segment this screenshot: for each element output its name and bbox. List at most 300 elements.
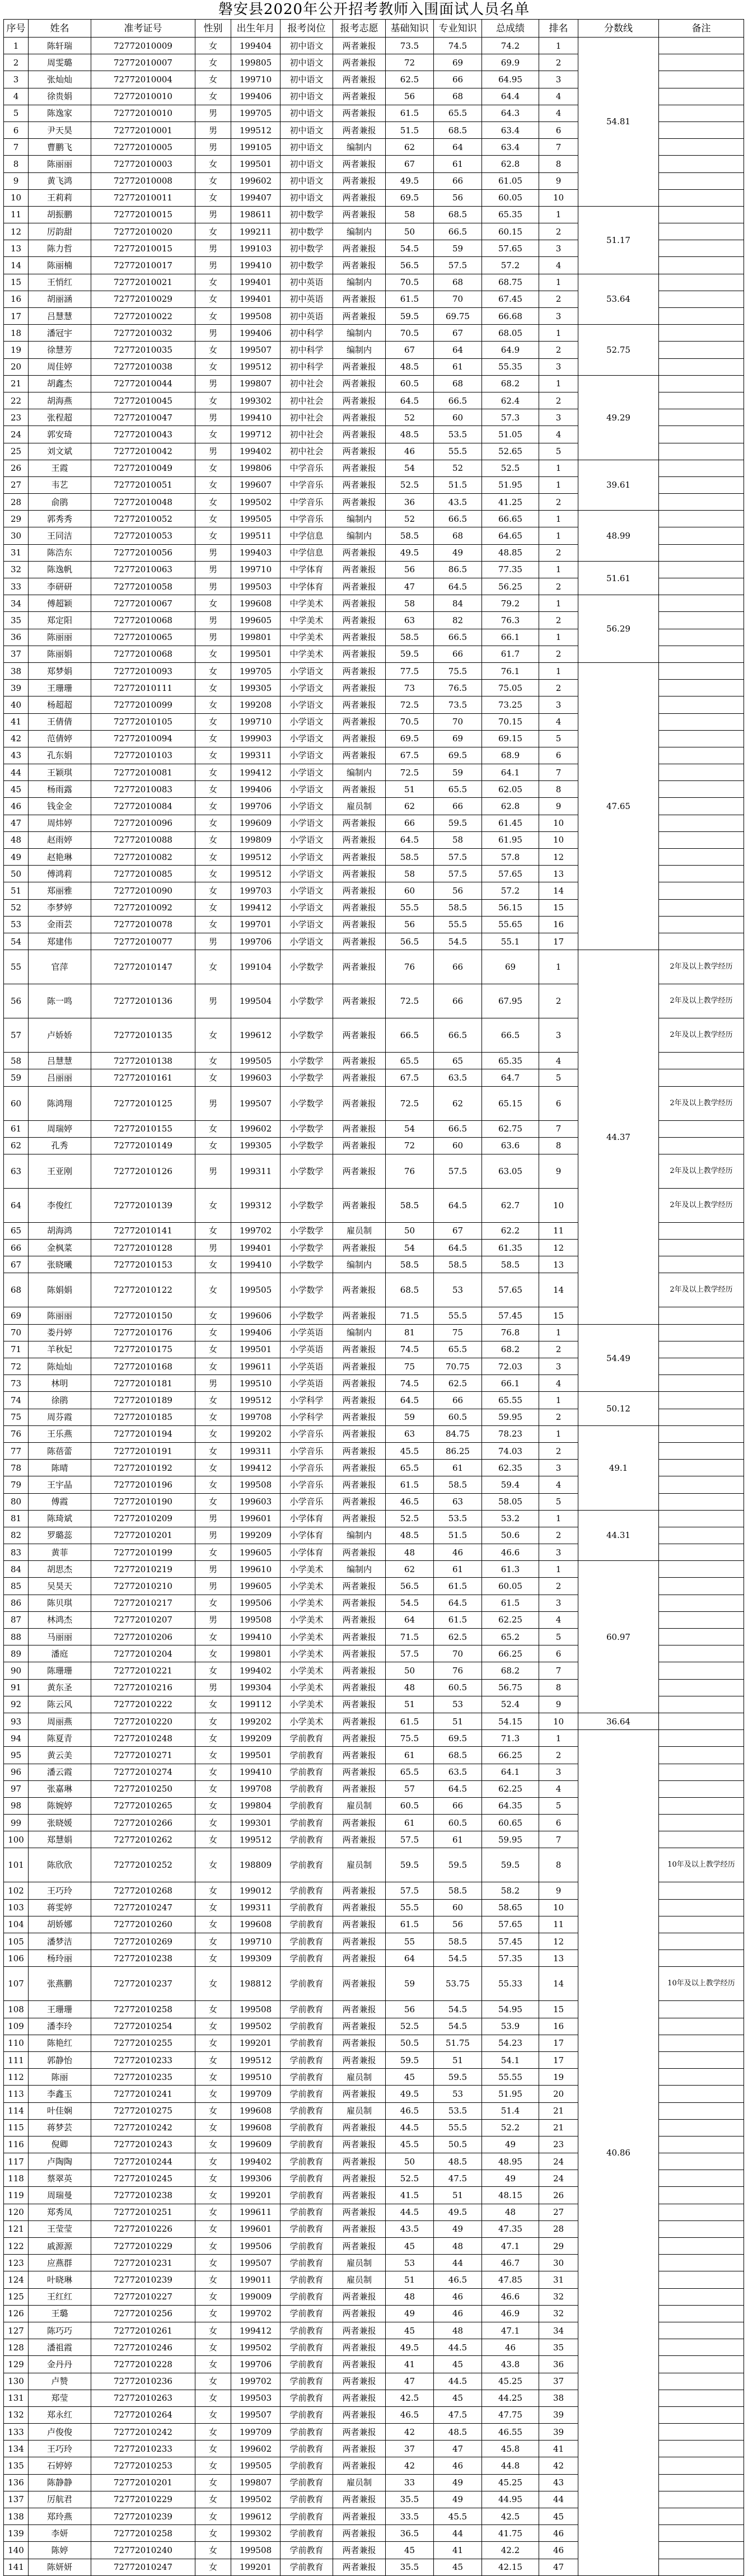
- table-cell: 61.5: [386, 1713, 434, 1729]
- table-cell: 学前教育: [280, 2136, 333, 2153]
- table-cell: 72772010258: [91, 2001, 195, 2018]
- table-cell: 7: [539, 764, 578, 781]
- table-cell: 56.25: [482, 578, 539, 595]
- table-cell: 小学语文: [280, 696, 333, 713]
- table-cell: 两者兼报: [333, 1747, 386, 1764]
- table-cell: 72772010227: [91, 2288, 195, 2305]
- table-cell: 199507: [231, 1086, 280, 1120]
- table-cell: 72772010228: [91, 2356, 195, 2373]
- table-cell: 29: [539, 2238, 578, 2255]
- note-cell: [659, 815, 744, 831]
- table-cell: 41: [4, 713, 29, 730]
- table-cell: 两者兼报: [333, 494, 386, 511]
- table-cell: 学前教育: [280, 2018, 333, 2035]
- table-cell: 吕丽丽: [29, 1069, 91, 1086]
- table-cell: 199601: [231, 2220, 280, 2237]
- note-cell: 10年及以上教学经历: [659, 1848, 744, 1882]
- table-cell: 6: [539, 1086, 578, 1120]
- table-cell: 初中语文: [280, 88, 333, 105]
- table-cell: 199502: [231, 2491, 280, 2508]
- table-cell: 两者兼报: [333, 392, 386, 409]
- table-cell: 72: [386, 54, 434, 71]
- table-cell: 62.25: [482, 1780, 539, 1797]
- table-body: [4, 38, 744, 2576]
- table-cell: 43.5: [434, 494, 482, 511]
- table-cell: 61.5: [386, 1476, 434, 1493]
- table-cell: 1: [539, 511, 578, 527]
- table-cell: 64.35: [482, 1797, 539, 1814]
- table-cell: 58.5: [482, 1256, 539, 1273]
- table-cell: 138: [4, 2508, 29, 2525]
- table-cell: 3: [539, 308, 578, 325]
- table-cell: 199209: [231, 1527, 280, 1544]
- table-cell: 90: [4, 1662, 29, 1679]
- table-cell: 两者兼报: [333, 1696, 386, 1713]
- table-cell: 71.3: [482, 1730, 539, 1747]
- table-cell: 59.5: [386, 2051, 434, 2068]
- table-cell: 两者兼报: [333, 646, 386, 662]
- table-row: [4, 1324, 744, 1341]
- table-cell: 55.5: [434, 2119, 482, 2136]
- table-cell: 蒋雯婷: [29, 1899, 91, 1916]
- table-cell: 66: [434, 646, 482, 662]
- table-cell: 66.1: [482, 1375, 539, 1392]
- table-row: [4, 375, 744, 392]
- table-cell: 初中数学: [280, 240, 333, 257]
- table-cell: 两者兼报: [333, 2542, 386, 2559]
- table-cell: 66: [4, 1240, 29, 1256]
- table-cell: 陈轩瑞: [29, 38, 91, 54]
- note-cell: [659, 308, 744, 325]
- table-cell: 23: [539, 2136, 578, 2153]
- table-cell: 王亚刚: [29, 1154, 91, 1188]
- table-cell: 初中语文: [280, 156, 333, 172]
- table-cell: 199606: [231, 1307, 280, 1324]
- table-cell: 3: [539, 358, 578, 375]
- table-cell: 199508: [231, 2542, 280, 2559]
- table-cell: 女: [195, 2356, 231, 2373]
- table-cell: 69: [434, 54, 482, 71]
- table-cell: 两者兼报: [333, 1392, 386, 1409]
- table-cell: 66: [386, 815, 434, 831]
- note-cell: [659, 2069, 744, 2086]
- note-cell: [659, 849, 744, 866]
- table-cell: 9: [539, 1154, 578, 1188]
- table-cell: 58.5: [434, 1256, 482, 1273]
- table-cell: 王颖琪: [29, 764, 91, 781]
- table-cell: 133: [4, 2424, 29, 2441]
- table-cell: 116: [4, 2136, 29, 2153]
- table-cell: 小学数学: [280, 1256, 333, 1273]
- table-cell: 70.75: [434, 1358, 482, 1375]
- table-cell: 学前教育: [280, 1899, 333, 1916]
- table-cell: 女: [195, 1392, 231, 1409]
- table-cell: 199311: [231, 1154, 280, 1188]
- table-cell: 72772010161: [91, 1069, 195, 1086]
- table-cell: 21: [4, 375, 29, 392]
- table-cell: 199406: [231, 781, 280, 798]
- table-cell: 44.5: [386, 2204, 434, 2220]
- table-cell: 5: [539, 1069, 578, 1086]
- table-cell: 66.5: [434, 392, 482, 409]
- table-cell: 49.5: [386, 172, 434, 189]
- table-cell: 199505: [231, 511, 280, 527]
- table-cell: 46: [386, 443, 434, 460]
- table-cell: 6: [4, 121, 29, 138]
- table-cell: 陈鸿翔: [29, 1086, 91, 1120]
- table-cell: 女: [195, 2069, 231, 2086]
- table-cell: 46.6: [482, 2288, 539, 2305]
- table-cell: 199312: [231, 1188, 280, 1222]
- table-cell: 68.5: [386, 1273, 434, 1307]
- table-cell: 45: [4, 781, 29, 798]
- table-cell: 119: [4, 2187, 29, 2204]
- table-cell: 72772010175: [91, 1341, 195, 1358]
- table-cell: 46: [539, 2542, 578, 2559]
- table-cell: 57.65: [482, 240, 539, 257]
- table-cell: 52.5: [386, 1510, 434, 1527]
- table-cell: 61.5: [434, 1611, 482, 1628]
- table-cell: 两者兼报: [333, 2035, 386, 2051]
- table-cell: 54: [386, 460, 434, 476]
- table-cell: 学前教育: [280, 2424, 333, 2441]
- table-cell: 两者兼报: [333, 916, 386, 933]
- note-cell: [659, 2051, 744, 2068]
- table-cell: 64.9: [482, 342, 539, 358]
- table-cell: 10: [539, 815, 578, 831]
- table-cell: 72772010077: [91, 933, 195, 950]
- table-cell: 19: [4, 342, 29, 358]
- table-cell: 72772010053: [91, 527, 195, 544]
- table-cell: 娄丹婷: [29, 1324, 91, 1341]
- table-cell: 61.35: [482, 1240, 539, 1256]
- note-cell: [659, 2525, 744, 2542]
- table-cell: 59: [4, 1069, 29, 1086]
- table-cell: 72772010201: [91, 2474, 195, 2491]
- table-cell: 53.5: [434, 1510, 482, 1527]
- table-cell: 4: [539, 713, 578, 730]
- table-cell: 132: [4, 2406, 29, 2423]
- table-cell: 199702: [231, 2305, 280, 2322]
- table-cell: 两者兼报: [333, 308, 386, 325]
- note-cell: [659, 2271, 744, 2288]
- table-cell: 女: [195, 476, 231, 493]
- table-cell: 编制内: [333, 1561, 386, 1578]
- table-cell: 92: [4, 1696, 29, 1713]
- table-cell: 131: [4, 2390, 29, 2406]
- note-cell: [659, 2356, 744, 2373]
- table-cell: 59.5: [434, 815, 482, 831]
- table-cell: 王璐: [29, 2305, 91, 2322]
- table-cell: 两者兼报: [333, 1493, 386, 1510]
- table-cell: 50.5: [434, 2136, 482, 2153]
- table-cell: 103: [4, 1899, 29, 1916]
- table-cell: 小学数学: [280, 984, 333, 1018]
- table-cell: 72772010251: [91, 2204, 195, 2220]
- table-cell: 84.75: [434, 1425, 482, 1442]
- table-cell: 女: [195, 2474, 231, 2491]
- table-cell: 学前教育: [280, 2051, 333, 2068]
- table-cell: 199201: [231, 2187, 280, 2204]
- table-cell: 72772010229: [91, 2491, 195, 2508]
- table-cell: 编制内: [333, 223, 386, 240]
- table-cell: 张灿灿: [29, 71, 91, 88]
- table-cell: 学前教育: [280, 2035, 333, 2051]
- table-cell: 53: [434, 1273, 482, 1307]
- table-cell: 199503: [231, 578, 280, 595]
- table-cell: 57.45: [482, 1307, 539, 1324]
- note-cell: [659, 561, 744, 578]
- table-cell: 女: [195, 223, 231, 240]
- table-cell: 66: [434, 1797, 482, 1814]
- table-cell: 35: [539, 2339, 578, 2356]
- table-cell: 21: [539, 2119, 578, 2136]
- table-cell: 58.5: [386, 849, 434, 866]
- table-cell: 36: [539, 2356, 578, 2373]
- table-cell: 45: [434, 2390, 482, 2406]
- table-cell: 72772010105: [91, 713, 195, 730]
- table-cell: 小学语文: [280, 730, 333, 747]
- table-cell: 72772010236: [91, 2373, 195, 2390]
- table-cell: 62.75: [482, 1120, 539, 1137]
- table-cell: 199402: [231, 2153, 280, 2170]
- table-cell: 56: [434, 189, 482, 206]
- table-cell: 女: [195, 2220, 231, 2237]
- table-cell: 58: [4, 1053, 29, 1069]
- table-cell: 两者兼报: [333, 899, 386, 916]
- table-cell: 学前教育: [280, 2119, 333, 2136]
- table-cell: 雇员制: [333, 2271, 386, 2288]
- table-cell: 吕慧慧: [29, 1053, 91, 1069]
- table-cell: 58.5: [386, 1256, 434, 1273]
- table-cell: 59.4: [482, 1476, 539, 1493]
- table-cell: 66: [434, 798, 482, 815]
- table-cell: 两者兼报: [333, 2288, 386, 2305]
- table-cell: 52: [386, 409, 434, 426]
- table-cell: 1: [539, 950, 578, 984]
- table-cell: 韦艺: [29, 476, 91, 493]
- table-cell: 学前教育: [280, 2187, 333, 2204]
- table-cell: 72772010206: [91, 1629, 195, 1645]
- table-cell: 4: [539, 1053, 578, 1069]
- table-cell: 两者兼报: [333, 1273, 386, 1307]
- table-cell: 59: [434, 240, 482, 257]
- table-cell: 两者兼报: [333, 1764, 386, 1780]
- table-cell: 女: [195, 2559, 231, 2575]
- table-cell: 34: [539, 2322, 578, 2339]
- table-cell: 3: [539, 1018, 578, 1053]
- table-cell: 陈丽: [29, 2069, 91, 2086]
- table-cell: 65.5: [386, 1764, 434, 1780]
- table-cell: 101: [4, 1848, 29, 1882]
- table-cell: 3: [539, 1595, 578, 1611]
- table-cell: 编制内: [333, 274, 386, 291]
- table-cell: 63.5: [434, 1069, 482, 1086]
- table-cell: 2: [539, 223, 578, 240]
- table-cell: 1: [539, 595, 578, 612]
- table-cell: 男: [195, 121, 231, 138]
- table-cell: 陈琦斌: [29, 1510, 91, 1527]
- cutoff-score-cell: 53.64: [578, 274, 659, 325]
- table-cell: 199512: [231, 1392, 280, 1409]
- table-cell: 两者兼报: [333, 849, 386, 866]
- table-cell: 35: [4, 612, 29, 629]
- table-cell: 72.5: [386, 764, 434, 781]
- table-cell: 43: [4, 747, 29, 764]
- table-cell: 两者兼报: [333, 1815, 386, 1831]
- table-cell: 55.33: [482, 1967, 539, 2001]
- table-cell: 初中社会: [280, 443, 333, 460]
- table-cell: 79: [4, 1476, 29, 1493]
- note-cell: [659, 443, 744, 460]
- table-cell: 72772010192: [91, 1460, 195, 1476]
- table-cell: 59.5: [386, 1848, 434, 1882]
- table-cell: 199512: [231, 121, 280, 138]
- table-cell: 小学体育: [280, 1510, 333, 1527]
- table-cell: 50: [4, 866, 29, 882]
- table-cell: 67: [434, 1222, 482, 1239]
- table-cell: 72772010068: [91, 646, 195, 662]
- table-cell: 48: [482, 2204, 539, 2220]
- table-cell: 46.55: [482, 2424, 539, 2441]
- table-cell: 小学音乐: [280, 1460, 333, 1476]
- table-cell: 110: [4, 2035, 29, 2051]
- table-cell: 199701: [231, 916, 280, 933]
- table-cell: 70.15: [482, 713, 539, 730]
- table-cell: 95: [4, 1747, 29, 1764]
- cutoff-score-cell: 47.65: [578, 662, 659, 950]
- table-cell: 小学数学: [280, 1188, 333, 1222]
- table-cell: 潘李玲: [29, 2018, 91, 2035]
- table-cell: 42.5: [482, 2508, 539, 2525]
- table-cell: 129: [4, 2356, 29, 2373]
- table-cell: 1: [539, 476, 578, 493]
- table-cell: 65.5: [434, 105, 482, 121]
- table-cell: 72772010052: [91, 511, 195, 527]
- table-cell: 3: [4, 71, 29, 88]
- table-cell: 37: [539, 2373, 578, 2390]
- table-cell: 李妍: [29, 2525, 91, 2542]
- table-cell: 女: [195, 1747, 231, 1764]
- cutoff-score-cell: 39.61: [578, 460, 659, 511]
- table-cell: 77.5: [386, 662, 434, 679]
- table-cell: 55.1: [482, 933, 539, 950]
- table-cell: 65.5: [386, 1460, 434, 1476]
- table-cell: 113: [4, 2086, 29, 2102]
- table-cell: 60: [434, 1899, 482, 1916]
- table-cell: 周瑞婷: [29, 1120, 91, 1137]
- table-cell: 54.5: [434, 933, 482, 950]
- table-cell: 199710: [231, 71, 280, 88]
- table-cell: 72772010263: [91, 2390, 195, 2406]
- table-cell: 李鑫玉: [29, 2086, 91, 2102]
- table-cell: 学前教育: [280, 2271, 333, 2288]
- table-cell: 136: [4, 2474, 29, 2491]
- table-cell: 两者兼报: [333, 1882, 386, 1899]
- table-cell: 91: [4, 1679, 29, 1696]
- table-cell: 64: [434, 139, 482, 156]
- table-cell: 男: [195, 139, 231, 156]
- table-cell: 倪卿: [29, 2136, 91, 2153]
- note-cell: [659, 798, 744, 815]
- table-cell: 学前教育: [280, 1815, 333, 1831]
- table-cell: 42: [386, 2424, 434, 2441]
- table-cell: 44: [434, 2255, 482, 2271]
- table-cell: 199805: [231, 54, 280, 71]
- table-cell: 39: [539, 2424, 578, 2441]
- table-cell: 1: [539, 375, 578, 392]
- table-cell: 学前教育: [280, 2542, 333, 2559]
- table-cell: 两者兼报: [333, 1442, 386, 1459]
- table-cell: 学前教育: [280, 1797, 333, 1814]
- table-cell: 两者兼报: [333, 189, 386, 206]
- table-cell: 72772010049: [91, 460, 195, 476]
- note-cell: [659, 2204, 744, 2220]
- table-cell: 66: [434, 71, 482, 88]
- table-cell: 135: [4, 2457, 29, 2474]
- note-cell: [659, 1375, 744, 1392]
- table-cell: 学前教育: [280, 2356, 333, 2373]
- table-cell: 127: [4, 2322, 29, 2339]
- table-cell: 王巧玲: [29, 1882, 91, 1899]
- table-cell: 72772010260: [91, 1916, 195, 1933]
- table-cell: 70: [434, 1645, 482, 1662]
- table-cell: 199311: [231, 1899, 280, 1916]
- table-cell: 52.4: [482, 1696, 539, 1713]
- table-cell: 徐贵娟: [29, 88, 91, 105]
- table-cell: 两者兼报: [333, 2018, 386, 2035]
- table-cell: 72772010265: [91, 1797, 195, 1814]
- table-cell: 初中社会: [280, 392, 333, 409]
- table-cell: 1: [4, 38, 29, 54]
- note-cell: [659, 38, 744, 54]
- table-cell: 59.95: [482, 1831, 539, 1848]
- table-cell: 两者兼报: [333, 71, 386, 88]
- table-cell: 男: [195, 629, 231, 646]
- table-cell: 8: [539, 1848, 578, 1882]
- table-cell: 66.1: [482, 629, 539, 646]
- table-cell: 199404: [231, 38, 280, 54]
- table-cell: 女: [195, 1662, 231, 1679]
- table-cell: 郑莹: [29, 2390, 91, 2406]
- table-cell: 72772010226: [91, 2220, 195, 2237]
- table-cell: 121: [4, 2220, 29, 2237]
- table-cell: 31: [539, 2271, 578, 2288]
- table-cell: 15: [539, 1307, 578, 1324]
- table-cell: 学前教育: [280, 2525, 333, 2542]
- table-cell: 小学英语: [280, 1358, 333, 1375]
- table-cell: 72772010241: [91, 2086, 195, 2102]
- table-cell: 70: [434, 713, 482, 730]
- table-cell: 女: [195, 2525, 231, 2542]
- table-cell: 学前教育: [280, 2457, 333, 2474]
- table-cell: 男: [195, 612, 231, 629]
- table-cell: 72772010058: [91, 578, 195, 595]
- table-cell: 199302: [231, 392, 280, 409]
- table-cell: 傅鸿莉: [29, 866, 91, 882]
- table-cell: 124: [4, 2271, 29, 2288]
- table-cell: 72772010245: [91, 2170, 195, 2187]
- table-cell: 女: [195, 2018, 231, 2035]
- table-cell: 1: [539, 274, 578, 291]
- table-cell: 女: [195, 1018, 231, 1053]
- cutoff-score-cell: 50.12: [578, 1392, 659, 1425]
- table-cell: 女: [195, 2406, 231, 2423]
- table-cell: 72772010271: [91, 1747, 195, 1764]
- table-cell: 42.15: [482, 2559, 539, 2575]
- table-cell: 小学语文: [280, 781, 333, 798]
- table-cell: 编制内: [333, 511, 386, 527]
